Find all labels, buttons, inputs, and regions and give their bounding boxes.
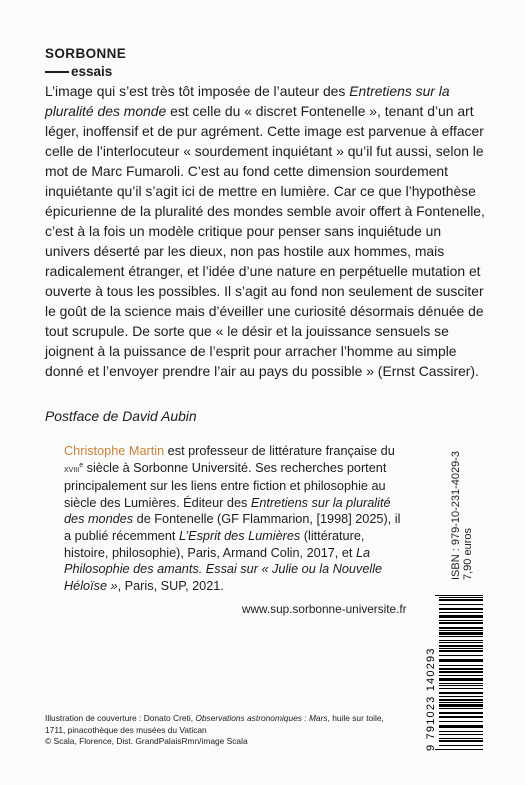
barcode-bar [439, 604, 483, 605]
price: 7,90 euros [462, 528, 474, 580]
barcode-bar [439, 708, 483, 709]
barcode-bar [439, 731, 483, 732]
barcode-bar [439, 712, 483, 714]
barcode-bar [439, 636, 483, 637]
italic-title: Entretiens sur la pluralité des mondes [64, 495, 391, 527]
barcode-bar [439, 725, 483, 728]
barcode-bar [439, 678, 483, 681]
barcode-bar [439, 696, 483, 697]
text-run: est celle du « discret Fontenelle », tenant d’un art léger, inoffensif et de pur agrément. Cette image est parvenue à effacer celle de l’interlocuteur « sourdement inquiétant » qu’il fut aussi, selon le mot de Marc Fumaroli. C’est au fond cette dimension sourdement inquiétante qu’il s’agit ici de mettre en lumière. Car ce que l’hypothèse épicurienne de la pluralité des mondes semble avoir offert à Fontenelle, c’est à la fois un modèle critique pour penser sans inquiétude un univers déserté par les dieux, non pas hostile aux hommes, mais radicalement étranger, et l’idée d’une nature en perpétuelle mutation et ouverte à tous les possibles. Il s’agit au fond non seulement de susciter le goût de la science mais d’éveiller une curiosité désormais dénuée de tout scrupule. De sorte que « le désir et la jouissance sensuels se joignent à la puissance de l’esprit pour arracher l’homme au simple donné et l’envoyer prendre l’air au pays du possible » (Ernst Cassirer). [45, 103, 485, 379]
barcode-bar [439, 640, 483, 641]
barcode-bar [439, 648, 483, 649]
barcode-bar [439, 665, 483, 666]
series-name: essais [71, 64, 113, 79]
text-run: , Paris, SUP, 2021. [117, 578, 224, 593]
blurb-paragraph [45, 81, 485, 381]
barcode-bar [439, 704, 483, 707]
text-run: © Scala, Florence, Dist. GrandPalaisRmn/image Scala [45, 736, 248, 746]
barcode-bar [439, 738, 483, 739]
text-run: L’image qui s’est très tôt imposée de l’auteur des [45, 83, 350, 99]
text-run: e [79, 461, 84, 469]
italic-title: Observations astronomiques : Mars [195, 713, 328, 723]
barcode-guard-bar [435, 595, 483, 596]
barcode-bar [439, 671, 483, 673]
barcode-bar [439, 734, 483, 735]
italic-title: La Philosophie des amants. Essai sur « Julie ou la Nouvelle Héloïse » [64, 545, 383, 593]
text-run: xviii [64, 463, 80, 475]
barcode-bar [439, 688, 483, 689]
barcode-bar [439, 630, 483, 631]
barcode-bar [439, 627, 483, 629]
publisher-logo [45, 46, 126, 79]
barcode-bar [439, 668, 483, 670]
barcode-digits: 9 791023 140293 [425, 647, 437, 751]
barcode-image [423, 593, 485, 753]
barcode-bar [439, 745, 483, 746]
barcode-bar [439, 650, 483, 652]
text-run: siècle à Sorbonne Université. Ses recherches portent principalement sur les liens entre fiction et philosophie au siècle des Lumières. Éditeur des [64, 460, 387, 510]
isbn-rotated [450, 440, 474, 580]
barcode-bar [439, 615, 483, 618]
text-run: de Fontenelle (GF Flammarion, [1998] 2025), il a publié récemment [64, 512, 401, 543]
barcode-bar [439, 620, 483, 621]
barcode-bar [439, 685, 483, 686]
text-run: , huile sur toile, 1711, pinacothèque des musées du Vatican [45, 713, 384, 735]
barcode-bar [439, 659, 483, 662]
isbn-number: ISBN : 979-10-231-4029-3 [450, 450, 462, 580]
barcode-bar [439, 740, 483, 742]
barcode-bar [439, 608, 483, 610]
barcode-bar [439, 721, 483, 722]
text-run: est professeur de littérature française du [164, 444, 395, 458]
barcode-bar [439, 702, 483, 703]
barcode-bar [439, 632, 483, 635]
barcode-bar [439, 675, 483, 676]
italic-title: L’Esprit des Lumières [178, 528, 301, 543]
barcode-bar [439, 645, 483, 647]
barcode-bar [439, 655, 483, 656]
barcode-bar [439, 597, 483, 598]
publisher-url[interactable]: www.sup.sorbonne-universite.fr [242, 602, 407, 616]
postface-credit: Postface de David Aubin [45, 408, 197, 424]
cover-illustration-credits [45, 713, 385, 748]
barcode-guard-bar [435, 749, 483, 750]
back-cover-blurb [45, 81, 485, 381]
text-run: Illustration de couverture : Donato Creti, [45, 713, 196, 723]
isbn-block [450, 440, 474, 580]
text-run: (littérature, histoire, philosophie), Paris, Armand Colin, 2017, et [64, 528, 365, 560]
barcode-bar [439, 699, 483, 701]
barcode-bar [439, 692, 483, 694]
barcode-bar [439, 716, 483, 718]
author-name: Christophe Martin [64, 444, 165, 458]
author-bio [64, 443, 409, 594]
barcode-bar [439, 622, 483, 624]
barcode-bar [439, 599, 483, 601]
barcode-bar [439, 683, 483, 684]
series-line [45, 64, 126, 79]
barcode-bar [439, 612, 483, 613]
brand-rule [45, 71, 69, 73]
barcode-bar [439, 642, 483, 643]
barcode [423, 593, 485, 753]
italic-title: Entretiens sur la pluralité des monde [45, 83, 450, 119]
publisher-name: SORBONNE [45, 46, 127, 61]
